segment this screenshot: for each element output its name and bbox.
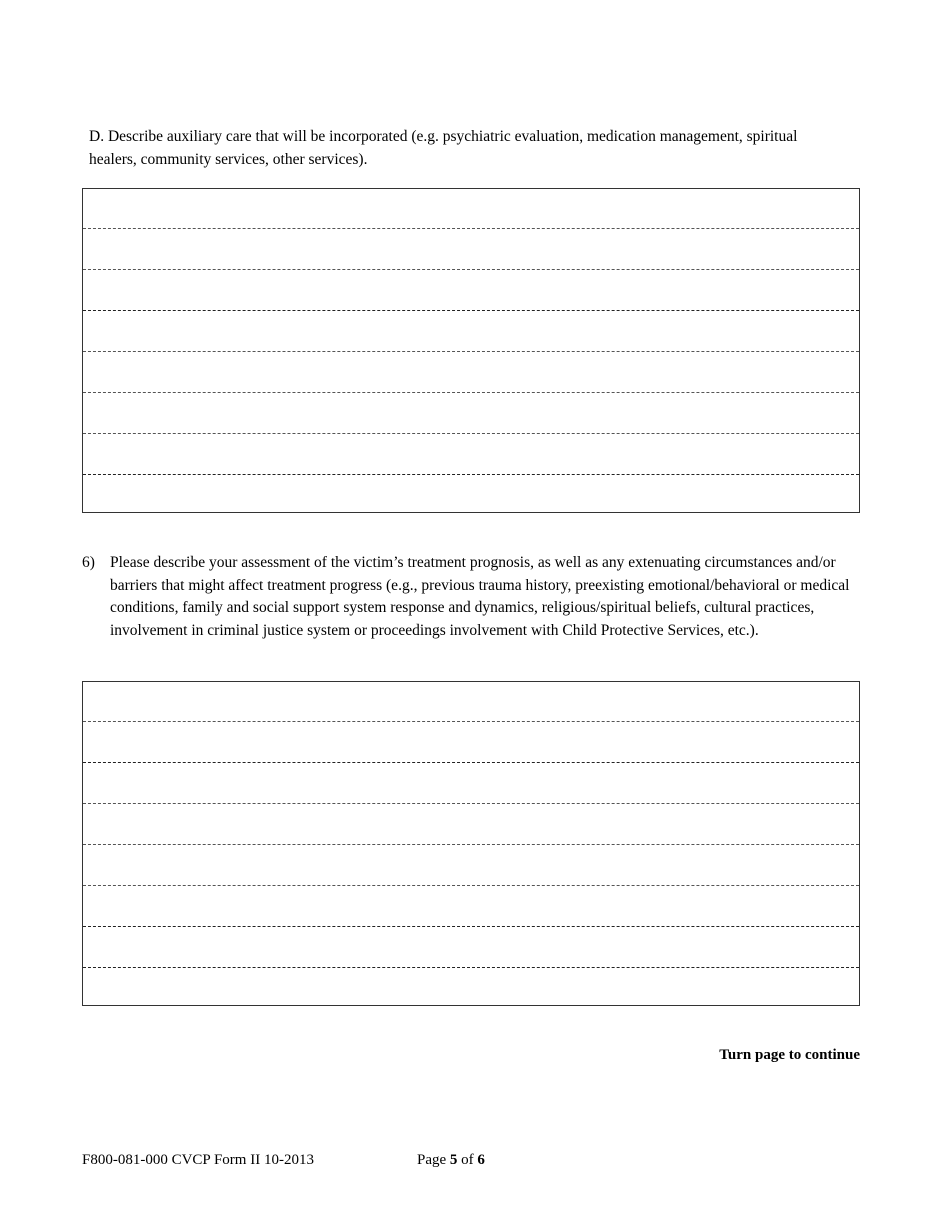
answer-line: [83, 474, 859, 475]
turn-page-note: Turn page to continue: [719, 1047, 860, 1063]
footer-page-number: [417, 1149, 485, 1172]
section-d-answer-box[interactable]: [82, 188, 860, 513]
page-word: Page: [417, 1152, 447, 1168]
answer-line: [83, 762, 859, 763]
answer-line: [83, 926, 859, 927]
page-total: 6: [477, 1152, 485, 1168]
answer-line: [83, 721, 859, 722]
answer-line: [83, 310, 859, 311]
answer-line: [83, 433, 859, 434]
answer-line: [83, 351, 859, 352]
answer-line: [83, 803, 859, 804]
question-6-prompt: Please describe your assessment of the victim’s treatment prognosis, as well as any extenuating circumstances and/or barriers that might affect treatment progress (e.g., previous trauma history, preexisting emotional/behavioral or medical conditions, family and social support system response and dynamics, religious/spiritual beliefs, cultural practices, involvement in criminal justice system or proceedings involvement with Child Protective Services, etc.).: [110, 554, 850, 639]
question-6-number: 6): [82, 554, 95, 571]
question-6-answer-box[interactable]: [82, 681, 860, 1006]
question-6: [82, 552, 862, 642]
answer-line: [83, 885, 859, 886]
answer-line: [83, 844, 859, 845]
answer-line: [83, 392, 859, 393]
answer-line: [83, 967, 859, 968]
page-of: of: [461, 1152, 474, 1168]
page-current: 5: [449, 1152, 458, 1168]
answer-line: [83, 269, 859, 270]
section-d-prompt: D. Describe auxiliary care that will be incorporated (e.g. psychiatric evaluation, medication management, spiritual healers, community services, other services).: [89, 128, 798, 168]
answer-line: [83, 228, 859, 229]
footer-form-id: F800-081-000 CVCP Form II 10-2013: [82, 1152, 314, 1168]
